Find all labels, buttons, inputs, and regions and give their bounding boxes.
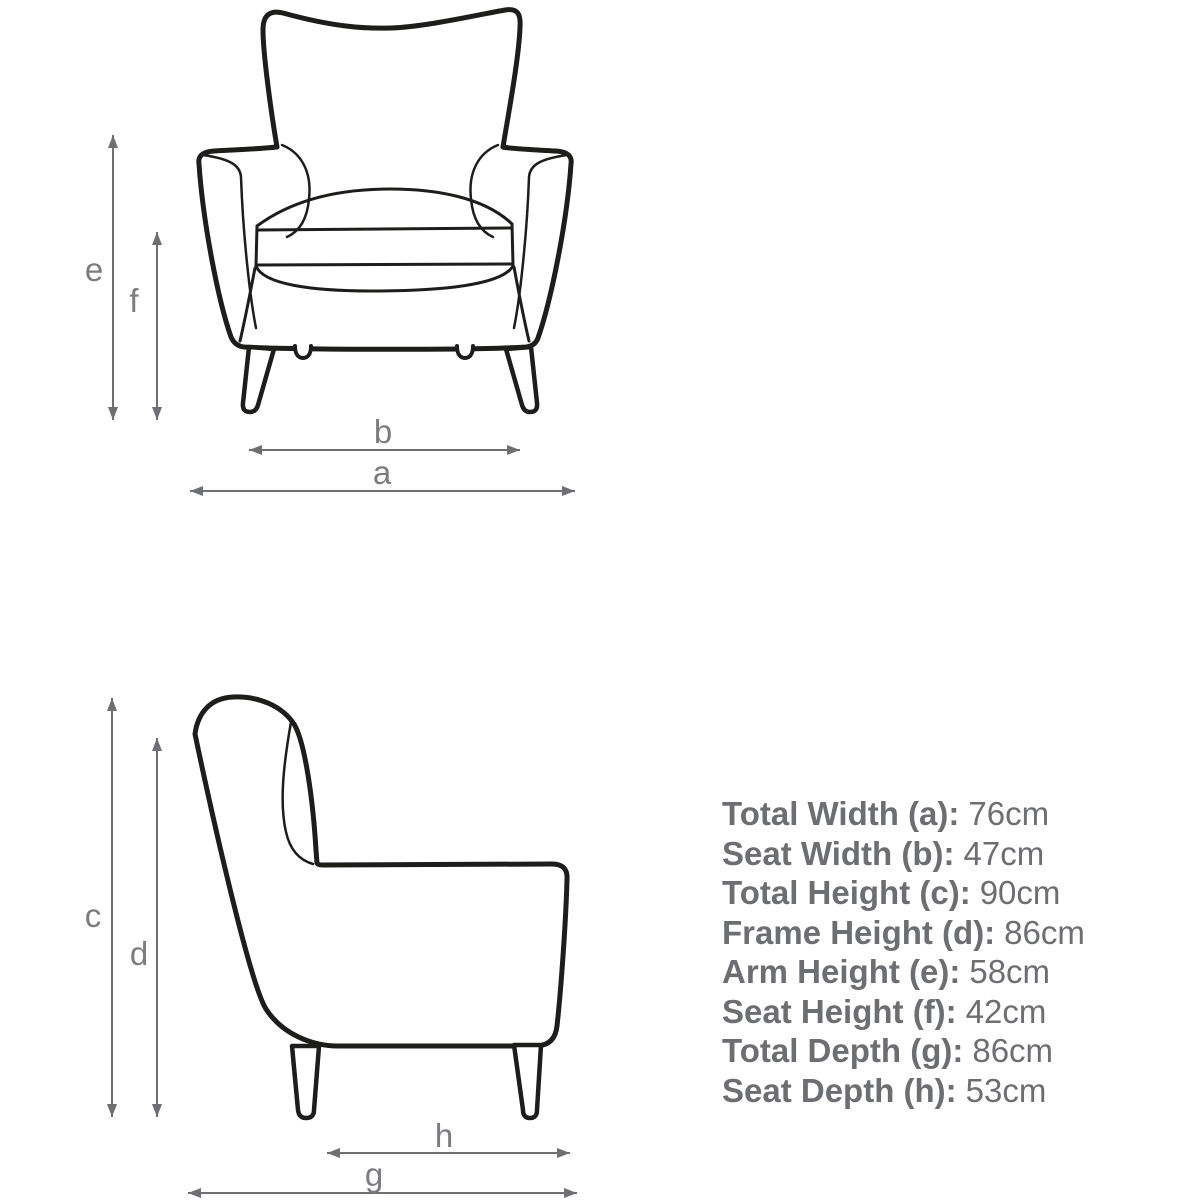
front-cushion-top-arc [257,189,512,226]
spec-value: 47cm [963,834,1045,872]
front-cushion-right-side [512,224,513,265]
side-body-outline [195,697,567,1046]
front-left-leg [243,347,274,412]
dim-label-f: f [129,282,139,319]
side-front-leg [292,1046,319,1118]
side-view-dimensions [85,698,577,1193]
front-right-wing-line [470,145,498,237]
front-view-dimensions [85,135,575,491]
spec-label: Seat Height (f): [722,992,957,1030]
front-cushion-bottom-line [256,264,513,265]
dim-label-e: e [84,251,104,288]
front-right-leg [506,347,537,412]
spec-label: Seat Depth (h): [722,1071,957,1109]
dimension-specs-list [722,794,1085,1110]
spec-row-seat-depth [722,1071,1085,1111]
spec-value: 42cm [965,992,1047,1030]
spec-label: Total Height (c): [722,874,971,911]
spec-value: 86cm [972,1032,1054,1069]
front-view-drawing [199,10,571,412]
spec-label: Seat Width (b): [722,834,955,872]
spec-label: Total Width (a): [722,795,960,832]
spec-row-total-height [722,873,1085,913]
front-left-wing-line [282,145,310,237]
dim-label-g: g [364,1156,384,1193]
front-cushion-left-side [256,226,257,266]
dim-label-d: d [129,935,149,972]
dim-label-a: a [372,454,392,491]
spec-label: Frame Height (d): [722,913,996,951]
spec-row-arm-height [722,952,1085,992]
dim-label-c: c [84,897,102,934]
side-view-drawing [195,697,567,1118]
dim-label-h: h [434,1117,454,1154]
front-cushion-lip [256,266,513,291]
spec-row-seat-height [722,992,1085,1032]
spec-row-total-width [722,794,1085,834]
spec-value: 86cm [1004,913,1085,951]
spec-row-total-depth [722,1031,1085,1071]
spec-value: 76cm [968,795,1050,832]
dim-label-b: b [373,413,393,450]
spec-row-frame-height [722,913,1085,953]
spec-label: Arm Height (e): [722,953,961,990]
front-left-back-leg [295,346,311,358]
front-right-back-leg [457,346,473,358]
spec-value: 53cm [965,1071,1047,1109]
spec-value: 90cm [979,874,1061,911]
spec-label: Total Depth (g): [722,1032,964,1069]
front-cushion-front-edge [257,228,512,230]
side-back-leg [514,1045,541,1118]
spec-value: 58cm [969,953,1051,990]
spec-row-seat-width [722,834,1085,874]
front-back-outline [263,10,520,147]
